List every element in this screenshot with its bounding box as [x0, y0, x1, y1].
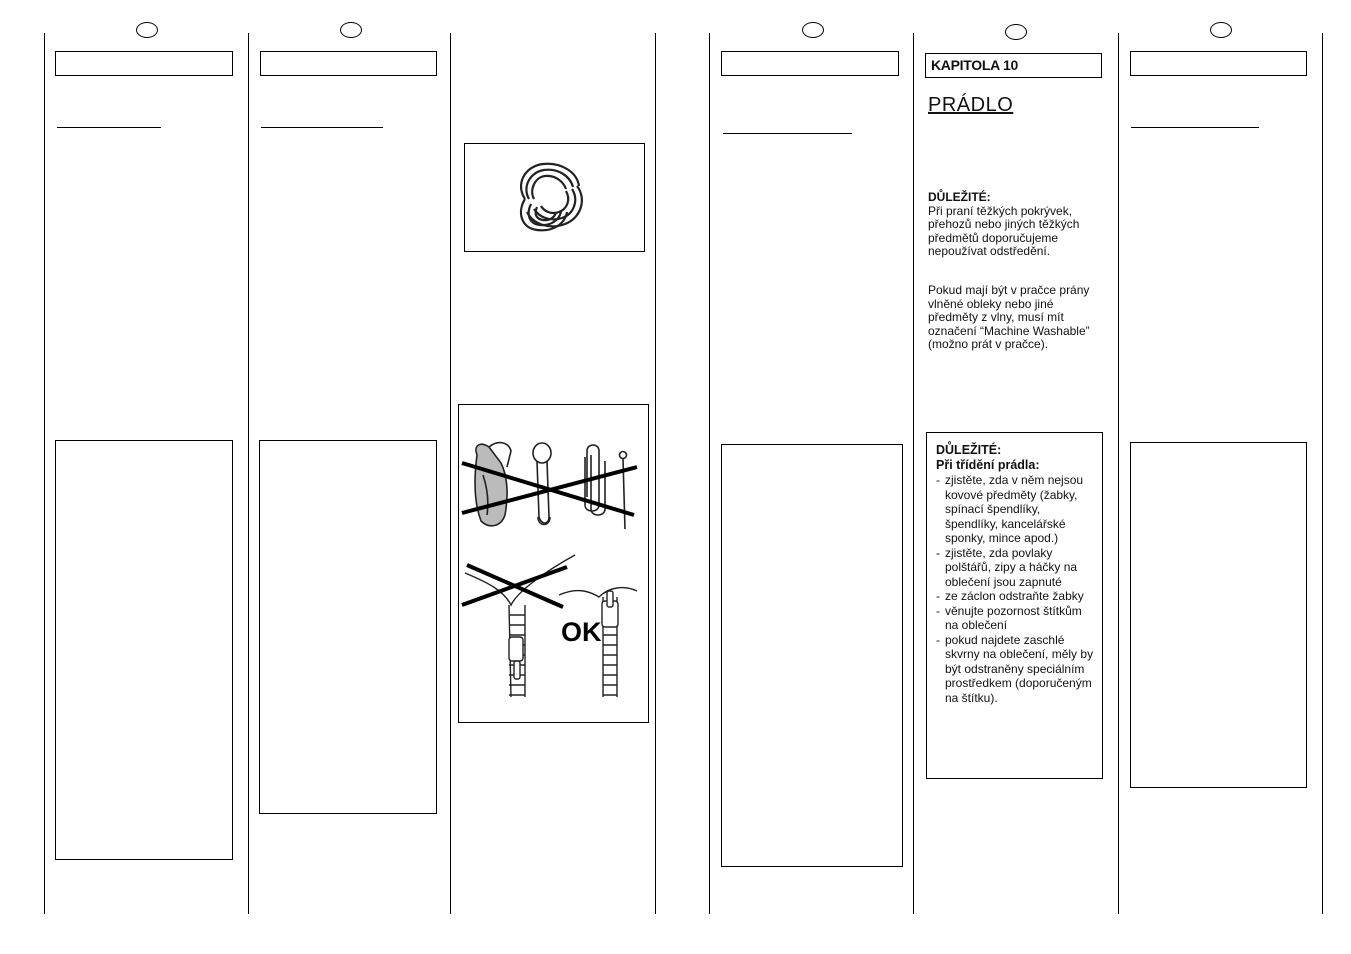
column-divider [44, 33, 45, 914]
column-divider [1322, 33, 1323, 914]
language-circle [136, 22, 158, 38]
important-text: Při praní těžkých pokrývek, přehozů nebo jiných těžkých předmětů doporučujeme nepoužívat odstředění. [928, 203, 1080, 258]
column-divider [248, 33, 249, 914]
woolmark-icon [465, 144, 644, 251]
important-note [928, 191, 1108, 259]
column-divider [1118, 33, 1119, 914]
important-heading: DŮLEŽITÉ: [928, 190, 991, 204]
list-item: - pokud najdete zaschlé skvrny na oblečení, měly by být odstraněny speciálním prostředkem (doporučeným na štítku). [936, 633, 1096, 706]
column-divider [450, 33, 451, 914]
note-box [55, 440, 233, 860]
list-item: - zjistěte, zda povlaky polštářů, zipy a háčky na oblečení jsou zapnuté [936, 546, 1096, 590]
column-divider [655, 33, 656, 914]
zipper-icon [462, 555, 637, 697]
wool-note: Pokud mají být v pračce prány vlněné obleky nebo jiné předměty z vlny, musí mít označení “Machine Washable” (možno prát v pračce). [928, 283, 1090, 351]
laundry-preparation-illustration [458, 404, 649, 723]
chapter-header-box [721, 51, 899, 76]
sorting-subheading: Při třídění prádla: [936, 458, 1040, 472]
list-item: - věnujte pozornost štítkům na oblečení [936, 604, 1096, 633]
woolmark-panel [464, 143, 645, 252]
chapter-header-box [55, 51, 233, 76]
ok-label: OK [561, 617, 602, 647]
title-underline [1131, 127, 1259, 128]
chapter-header-box [260, 51, 437, 76]
title-underline [57, 127, 161, 128]
column-divider [709, 33, 710, 914]
page-title: PRÁDLO [928, 94, 1014, 116]
column-divider [913, 33, 914, 914]
note-box [721, 444, 903, 867]
language-circle [1210, 22, 1232, 38]
chapter-header-box [1130, 51, 1307, 76]
title-underline [261, 127, 383, 128]
sorting-important-box [926, 432, 1103, 779]
list-item: - zjistěte, zda v něm nejsou kovové předměty (žabky, spínací špendlíky, špendlíky, kancelářské sponky, mince apod.) [936, 473, 1096, 546]
language-circle [802, 22, 824, 38]
note-box [259, 440, 437, 814]
chapter-label: KAPITOLA 10 [925, 53, 1102, 78]
note-box [1130, 442, 1307, 788]
sorting-list [936, 473, 1096, 705]
list-item: - ze záclon odstraňte žabky [936, 589, 1096, 604]
title-underline [723, 133, 852, 134]
metal-objects-crossed-icon [462, 443, 637, 529]
language-circle [340, 22, 362, 38]
language-circle [1005, 24, 1027, 40]
sorting-important-heading: DŮLEŽITÉ: [936, 443, 1002, 457]
